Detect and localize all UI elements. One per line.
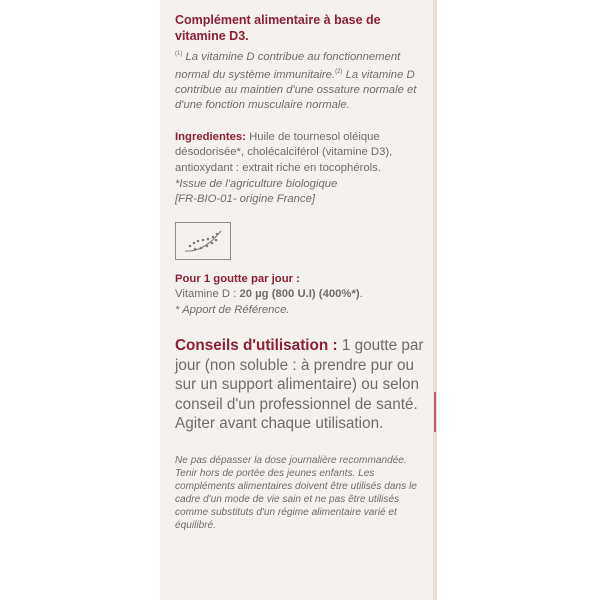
claim-mark-1: (1) — [175, 51, 183, 57]
box-edge — [433, 0, 437, 600]
usage-advice-text: 1 goutte par jour (non soluble : à prendre pur ou sur un support alimentaire) ou selon conseil d'un professionnel de santé. Agiter avant chaque utilisation. — [175, 337, 424, 433]
vitamin-d-end: . — [359, 288, 363, 301]
warning-text: Ne pas dépasser la dose journalière recommandée. Tenir hors de portée des jeunes enfants. Les compléments alimentaires doivent être utilisés dans le cadre d'un mode de vie sain et ne pas être utilisés comme substituts d'un régime alimentaire varié et équilibré. — [175, 454, 417, 531]
claim-text-2: La vitamine D contribue au maintien d'une ossature normale et d'une fonction musculaire normale. — [175, 68, 417, 112]
eu-organic-leaf-graphic — [176, 223, 230, 259]
claim-mark-2: (2) — [335, 69, 343, 76]
ingredients-text: Huile de tournesol oléique désodorisée*, cholécalciférol (vitamine D3), antioxydant : extrait riche en tocophérols. — [175, 130, 393, 174]
ingredients-label: Ingredientes: — [175, 130, 246, 143]
organic-note-line-2: [FR-BIO-01- origine France] — [175, 193, 315, 206]
vitamin-d-label: Vitamine D : — [175, 288, 240, 301]
health-claims — [175, 47, 427, 114]
claim-text-1: La vitamine D contribue au fonctionnement normal du système immunitaire. — [175, 50, 401, 81]
title-line-1: Complément alimentaire à base de — [175, 13, 381, 27]
title-line-2: vitamine D3. — [175, 29, 249, 43]
ingredients-block — [175, 130, 427, 208]
box-edge-accent — [434, 392, 436, 432]
eu-organic-leaf-icon — [175, 222, 231, 260]
organic-note-line-1: *Issue de l'agriculture biologique — [175, 177, 338, 190]
product-title — [175, 12, 427, 44]
usage-advice-label: Conseils d'utilisation : — [175, 337, 338, 355]
reference-note: * Apport de Référence. — [175, 303, 290, 316]
usage-advice — [175, 336, 427, 433]
vitamin-d-value: 20 µg (800 U.I) (400%*) — [239, 288, 360, 301]
dose-title: Pour 1 goutte par jour : — [175, 272, 300, 285]
dose-block — [175, 272, 427, 319]
label-content — [175, 12, 427, 532]
